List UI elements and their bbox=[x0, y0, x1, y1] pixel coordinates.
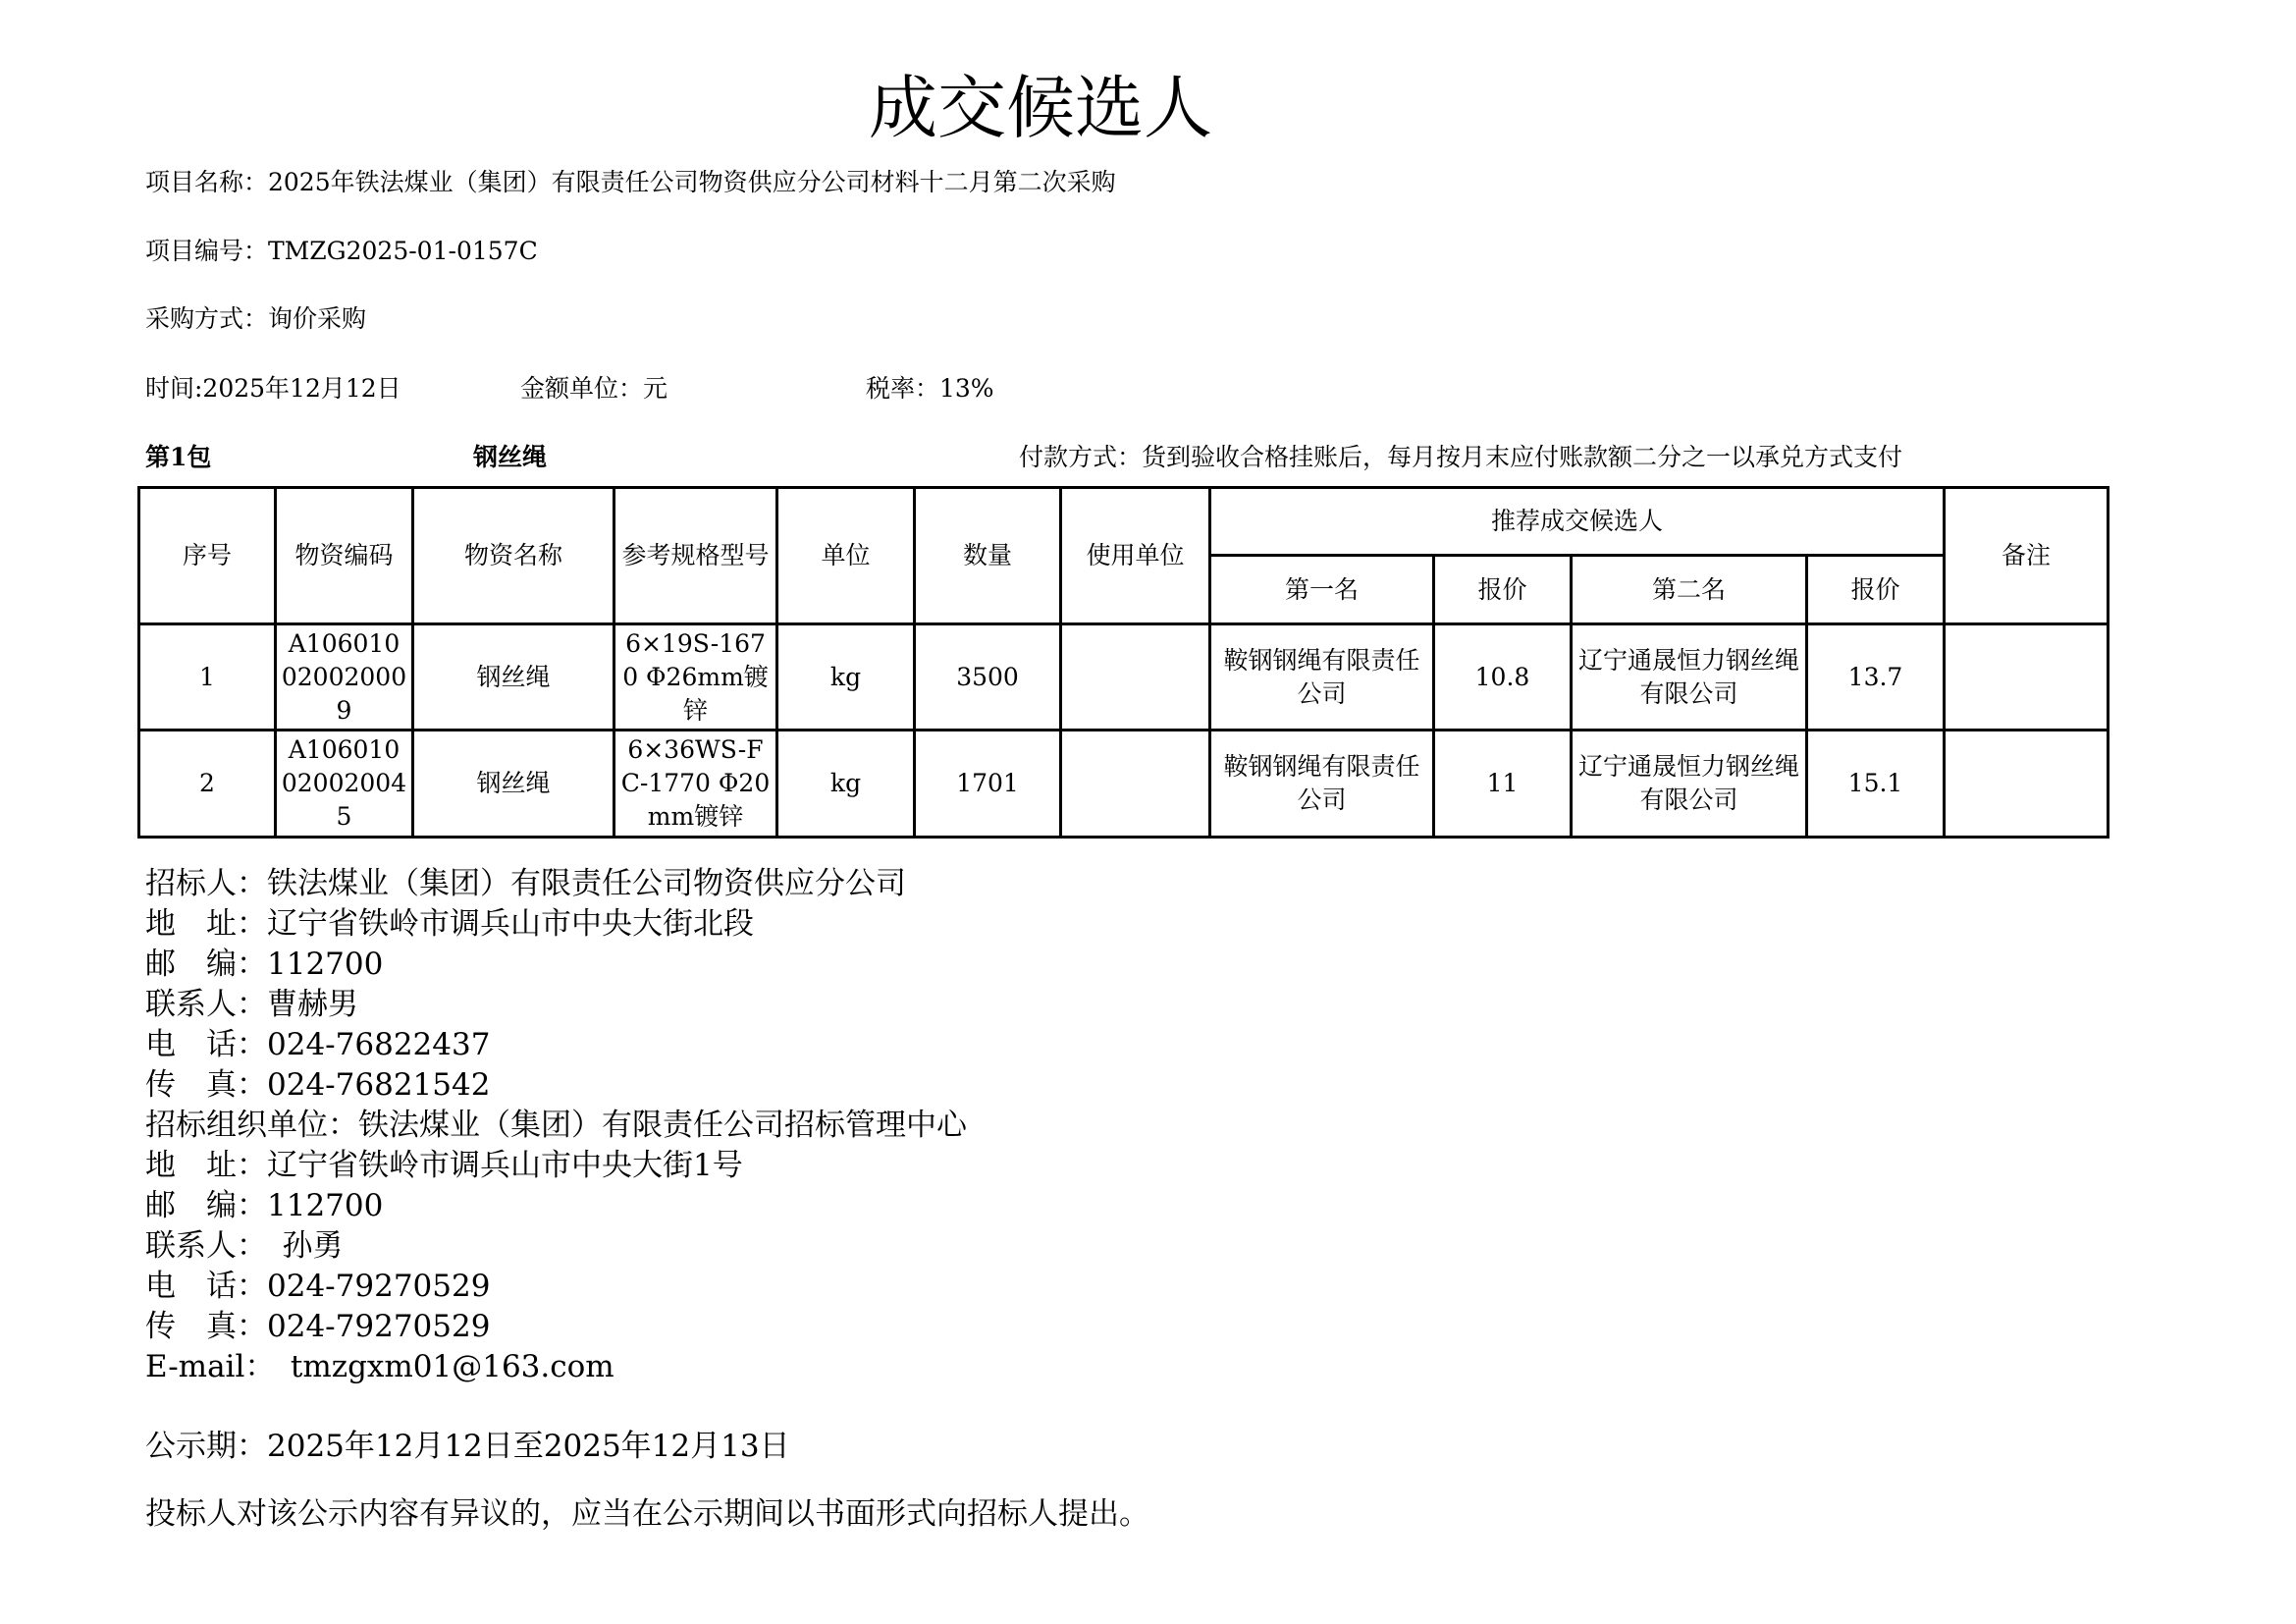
cell-name: 钢丝绳 bbox=[413, 731, 614, 838]
payment-terms: 付款方式：货到验收合格挂账后，每月按月末应付账款额二分之一以承兑方式支付 bbox=[1019, 443, 1903, 471]
header-second-price: 报价 bbox=[1807, 556, 1945, 624]
tenderer-fax: 传 真：024-76821542 bbox=[145, 1067, 491, 1103]
tax-rate: 税率：13% bbox=[866, 374, 994, 403]
cell-remark bbox=[1945, 624, 2109, 731]
table-header-row bbox=[139, 488, 2109, 556]
agency-name: 招标组织单位：铁法煤业（集团）有限责任公司招标管理中心 bbox=[145, 1108, 967, 1143]
tenderer-postcode: 邮 编：112700 bbox=[145, 947, 384, 982]
header-name: 物资名称 bbox=[413, 488, 614, 624]
cell-quantity: 3500 bbox=[915, 624, 1061, 731]
candidate-table bbox=[137, 486, 2109, 839]
announcement-date: 时间:2025年12月12日 bbox=[145, 374, 401, 403]
purchase-method: 采购方式：询价采购 bbox=[145, 304, 367, 333]
table-row bbox=[139, 731, 2109, 838]
cell-user-unit bbox=[1061, 731, 1210, 838]
cell-seq: 1 bbox=[139, 624, 276, 731]
header-first-price: 报价 bbox=[1434, 556, 1572, 624]
objection-note: 投标人对该公示内容有异议的，应当在公示期间以书面形式向招标人提出。 bbox=[145, 1496, 1149, 1532]
cell-seq: 2 bbox=[139, 731, 276, 838]
header-user-unit: 使用单位 bbox=[1061, 488, 1210, 624]
header-unit: 单位 bbox=[777, 488, 915, 624]
tenderer-phone: 电 话：024-76822437 bbox=[145, 1027, 491, 1062]
header-second-place: 第二名 bbox=[1572, 556, 1807, 624]
cell-second-price: 13.7 bbox=[1807, 624, 1945, 731]
header-quantity: 数量 bbox=[915, 488, 1061, 624]
agency-phone: 电 话：024-79270529 bbox=[145, 1269, 491, 1304]
agency-fax: 传 真：024-79270529 bbox=[145, 1309, 491, 1344]
page-title: 成交候选人 bbox=[869, 68, 1212, 148]
cell-second-place: 辽宁通晟恒力钢丝绳有限公司 bbox=[1572, 731, 1807, 838]
tenderer-contact: 联系人：曹赫男 bbox=[145, 987, 358, 1022]
cell-unit: kg bbox=[777, 731, 915, 838]
header-spec: 参考规格型号 bbox=[614, 488, 777, 624]
contact-block bbox=[145, 864, 967, 1387]
cell-first-place: 鞍钢钢绳有限责任公司 bbox=[1210, 624, 1434, 731]
cell-first-place: 鞍钢钢绳有限责任公司 bbox=[1210, 731, 1434, 838]
header-first-place: 第一名 bbox=[1210, 556, 1434, 624]
agency-contact: 联系人： 孙勇 bbox=[145, 1228, 344, 1264]
cell-code: A106010020020009 bbox=[276, 624, 413, 731]
currency-unit: 金额单位：元 bbox=[520, 374, 668, 403]
cell-second-price: 15.1 bbox=[1807, 731, 1945, 838]
tenderer-address: 地 址：辽宁省铁岭市调兵山市中央大街北段 bbox=[145, 906, 754, 942]
cell-first-price: 11 bbox=[1434, 731, 1572, 838]
package-label: 第1包 bbox=[145, 443, 212, 471]
header-recommended-candidates: 推荐成交候选人 bbox=[1210, 488, 1945, 556]
agency-email: E-mail： tmzgxm01@163.com bbox=[145, 1349, 614, 1384]
cell-remark bbox=[1945, 731, 2109, 838]
cell-unit: kg bbox=[777, 624, 915, 731]
project-number: 项目编号：TMZG2025-01-0157C bbox=[145, 237, 538, 265]
header-code: 物资编码 bbox=[276, 488, 413, 624]
cell-spec: 6×19S-1670 Φ26mm镀锌 bbox=[614, 624, 777, 731]
table-row bbox=[139, 624, 2109, 731]
cell-quantity: 1701 bbox=[915, 731, 1061, 838]
cell-user-unit bbox=[1061, 624, 1210, 731]
package-name: 钢丝绳 bbox=[473, 443, 548, 471]
cell-first-price: 10.8 bbox=[1434, 624, 1572, 731]
header-remark: 备注 bbox=[1945, 488, 2109, 624]
cell-name: 钢丝绳 bbox=[413, 624, 614, 731]
tenderer-name: 招标人：铁法煤业（集团）有限责任公司物资供应分公司 bbox=[145, 866, 906, 901]
cell-code: A106010020020045 bbox=[276, 731, 413, 838]
project-name: 项目名称：2025年铁法煤业（集团）有限责任公司物资供应分公司材料十二月第二次采购 bbox=[145, 168, 1116, 196]
cell-spec: 6×36WS-FC-1770 Φ20mm镀锌 bbox=[614, 731, 777, 838]
cell-second-place: 辽宁通晟恒力钢丝绳有限公司 bbox=[1572, 624, 1807, 731]
agency-postcode: 邮 编：112700 bbox=[145, 1188, 384, 1223]
agency-address: 地 址：辽宁省铁岭市调兵山市中央大街1号 bbox=[145, 1148, 743, 1183]
notice-period: 公示期：2025年12月12日至2025年12月13日 bbox=[145, 1429, 790, 1464]
header-seq: 序号 bbox=[139, 488, 276, 624]
